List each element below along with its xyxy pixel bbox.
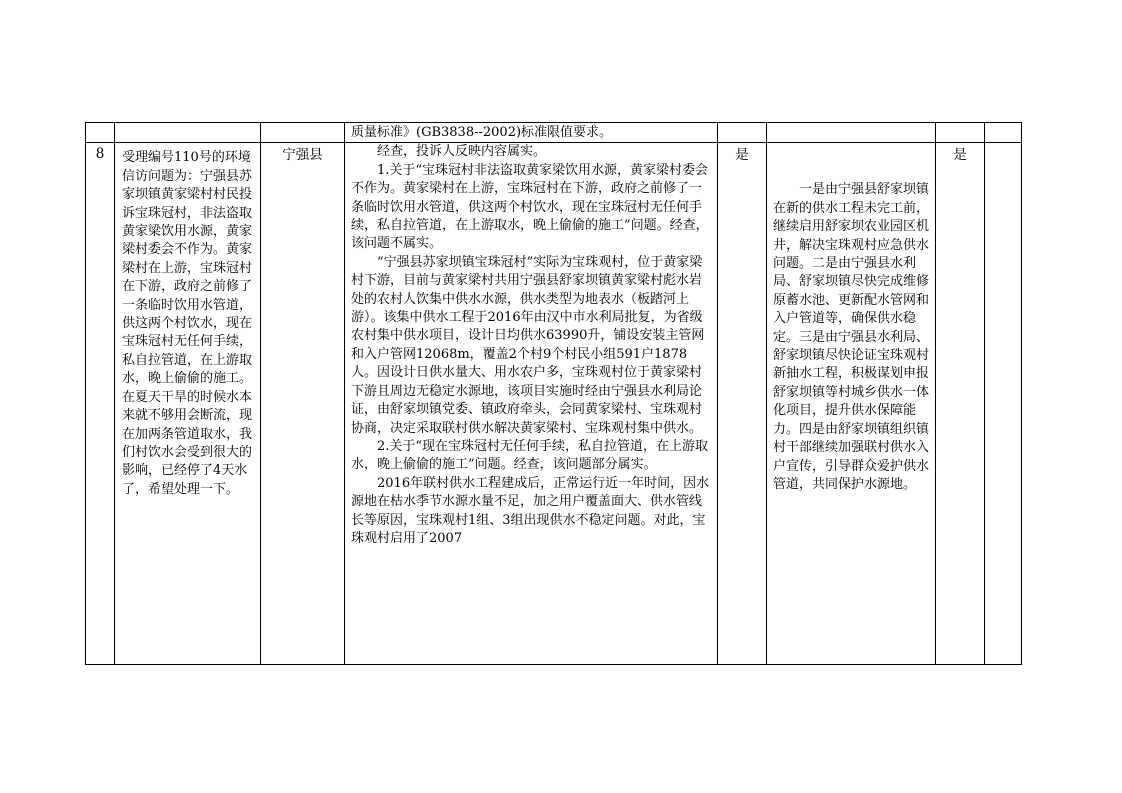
cell-number-empty: [86, 123, 115, 143]
finding-continuation-text: 质量标准》(GB3838--2002)标准限值要求。: [351, 125, 613, 140]
cell-finding-continuation: [345, 123, 718, 143]
cell-remark-empty: [985, 123, 1022, 143]
complaint-text: 受理编号110号的环境信访问题为：宁强县苏家坝镇黄家梁村村民投诉宝珠冠村，非法盗取黄家梁饮用水源，黄家梁村委会不作为。黄家梁村在上游，宝珠冠村在下游，政府之前修了一条临时饮用水管道，供这两个村饮水，现在宝珠冠村无任何手续，私自拉管道，在上游取水，晚上偷偷的施工。在夏天干旱的时候水本来就不够用会断流，现在加两条管道取水，我们村饮水会受到很大的影响，已经停了4天水了，希望处理一下。: [122, 150, 253, 497]
finding-paragraph: 2.关于“现在宝珠冠村无任何手续，私自拉管道，在上游取水，晚上偷偷的施工”问题。经查，该问题部分属实。: [351, 438, 709, 473]
document-table: [85, 122, 1022, 665]
cell-measures-empty: [767, 123, 936, 143]
cell-closed: [936, 143, 985, 665]
cell-measures: [767, 143, 936, 665]
finding-paragraph: “宁强县苏家坝镇宝珠冠村”实际为宝珠观村，位于黄家梁村下游，目前与黄家梁村共用宁强县舒家坝镇黄家梁村彪水岩处的农村人饮集中供水水源，供水类型为地表水（板踏河上游）。该集中供水工程于2016年由汉中市水利局批复，为省级农村集中供水项目，设计日均供水63990升，铺设安装主管网和入户管网12068m，覆盖2个村9个村民小组591户1878人。因设计日供水量大、用水农户多，宝珠观村位于黄家梁村下游且周边无稳定水源地，该项目实施时经由宁强县水利局论证，由舒家坝镇党委、镇政府牵头，会同黄家梁村、宝珠观村协商，决定采取联村供水解决黄家梁村、宝珠观村集中供水。: [351, 254, 705, 436]
finding-paragraph: 经查，投诉人反映内容属实。: [377, 144, 547, 160]
table-row-continuation: [86, 123, 1022, 143]
cell-complaint: [115, 143, 261, 665]
cell-number: [86, 143, 115, 665]
cell-county-empty: [261, 123, 345, 143]
finding-paragraph: 1.关于“宝珠冠村非法盗取黄家梁饮用水源，黄家梁村委会不作为。黄家梁村在上游，宝珠冠村在下游，政府之前修了一条临时饮用水管道，供这两个村饮水，现在宝珠冠村无任何手续，私自拉管道，在上游取水，晚上偷偷的施工”问题。经查，该问题不属实。: [351, 162, 709, 252]
cell-complaint-empty: [115, 123, 261, 143]
cell-remark: [985, 143, 1022, 665]
cell-verified: [718, 143, 767, 665]
measures-text: 一是由宁强县舒家坝镇在新的供水工程未完工前，继续启用舒家坝农业园区机井，解决宝珠观村应急供水问题。二是由宁强县水利局、舒家坝镇尽快完成维修原蓄水池、更新配水管网和入户管道等，确保供水稳定。三是由宁强县水利局、舒家坝镇尽快论证宝珠观村新抽水工程，积极谋划申报舒家坝镇等村城乡供水一体化项目，提升供水保障能力。四是由舒家坝镇组织镇村干部继续加强联村供水入户宣传，引导群众爱护供水管道，共同保护水源地。: [773, 182, 930, 492]
cell-county: [261, 143, 345, 665]
cell-finding: [345, 143, 718, 665]
verified-value: 是: [735, 147, 749, 164]
finding-text: [345, 143, 717, 548]
cell-verified-empty: [718, 123, 767, 143]
closed-value: 是: [953, 147, 967, 164]
county-name: 宁强县: [282, 147, 323, 164]
finding-paragraph: 2016年联村供水工程建成后，正常运行近一年时间，因水源地在枯水季节水源水量不足，加之用户覆盖面大、供水管线长等原因，宝珠观村1组、3组出现供水不稳定问题。对此，宝珠观村启用了2007: [351, 475, 710, 546]
cell-closed-empty: [936, 123, 985, 143]
row-number: 8: [95, 146, 105, 163]
table-row-8: [86, 143, 1022, 665]
